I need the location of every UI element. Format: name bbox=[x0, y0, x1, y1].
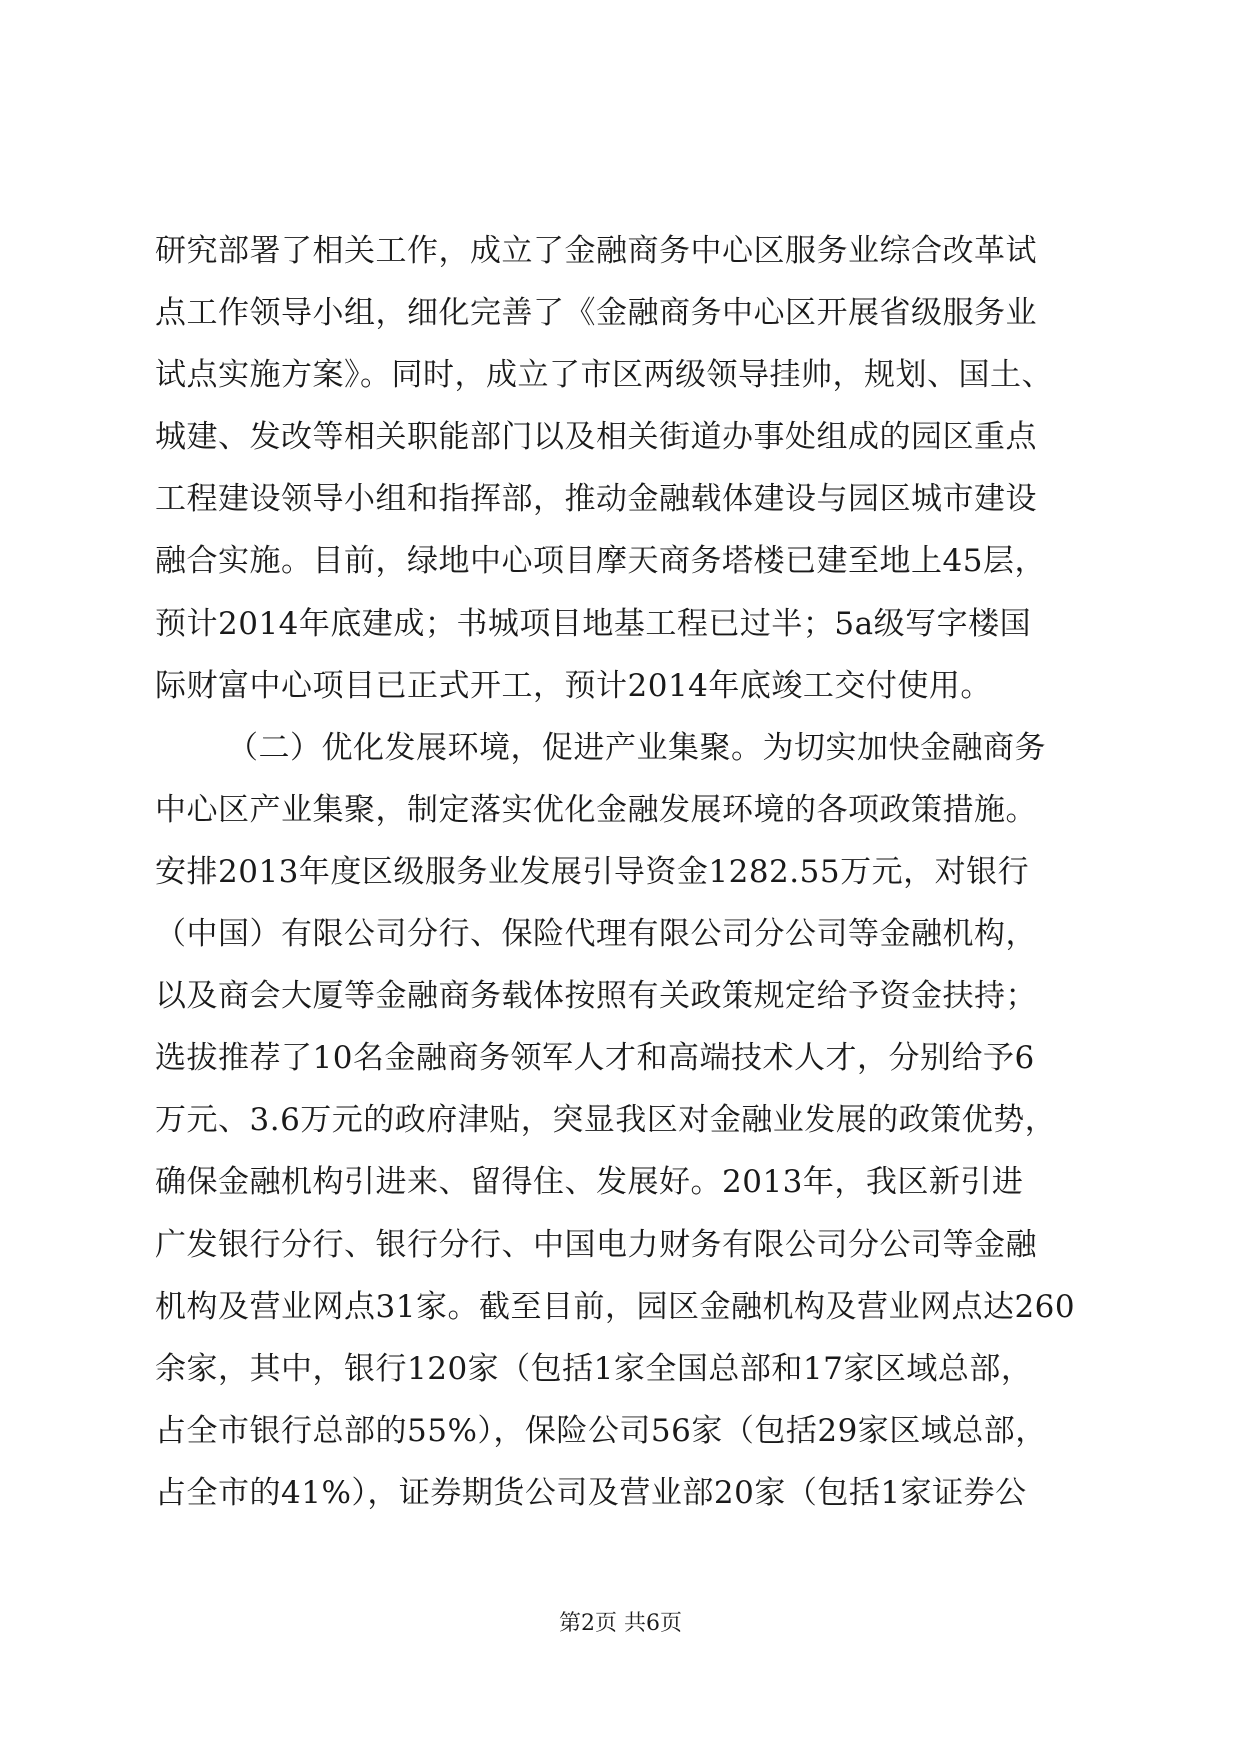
text-line: 选拔推荐了10名金融商务领军人才和高端技术人才，分别给予6 bbox=[155, 1040, 1035, 1077]
page-number-footer: 第2页 共6页 bbox=[559, 1611, 682, 1636]
text-line: 广发银行分行、银行分行、中国电力财务有限公司分公司等金融 bbox=[155, 1226, 1037, 1263]
text-line: 万元、3.6万元的政府津贴，突显我区对金融业发展的政策优势， bbox=[155, 1102, 1057, 1139]
text-line: 余家，其中，银行120家（包括1家全国总部和17家区域总部， bbox=[155, 1350, 1033, 1387]
text-line: （中国）有限公司分行、保险代理有限公司分公司等金融机构， bbox=[155, 916, 1037, 953]
text-line: 安排2013年度区级服务业发展引导资金1282.55万元，对银行 bbox=[155, 853, 1030, 890]
text-line: 际财富中心项目已正式开工，预计2014年底竣工交付使用。 bbox=[155, 667, 992, 704]
text-line: 以及商会大厦等金融商务载体按照有关政策规定给予资金扶持； bbox=[155, 978, 1037, 1015]
text-line: 中心区产业集聚，制定落实优化金融发展环境的各项政策措施。 bbox=[155, 791, 1037, 828]
paragraph-heading-line: （二）优化发展环境，促进产业集聚。为切实加快金融商务 bbox=[227, 729, 1046, 766]
text-line: 点工作领导小组，细化完善了《金融商务中心区开展省级服务业 bbox=[155, 295, 1037, 332]
text-line: 占全市银行总部的55%），保险公司56家（包括29家区域总部， bbox=[155, 1412, 1047, 1449]
text-line: 试点实施方案》。同时，成立了市区两级领导挂帅，规划、国土、 bbox=[155, 357, 1053, 394]
body-text bbox=[155, 220, 1095, 1524]
text-line: 融合实施。目前，绿地中心项目摩天商务塔楼已建至地上45层， bbox=[155, 543, 1046, 580]
text-line: 工程建设领导小组和指挥部，推动金融载体建设与园区城市建设 bbox=[155, 481, 1037, 518]
text-line: 确保金融机构引进来、留得住、发展好。2013年，我区新引进 bbox=[155, 1164, 1024, 1201]
text-line: 机构及营业网点31家。截至目前，园区金融机构及营业网点达260 bbox=[155, 1288, 1076, 1325]
text-line: 城建、发改等相关职能部门以及相关街道办事处组成的园区重点 bbox=[155, 419, 1037, 456]
text-line: 占全市的41%），证券期货公司及营业部20家（包括1家证券公 bbox=[155, 1474, 1027, 1511]
text-line: 研究部署了相关工作，成立了金融商务中心区服务业综合改革试 bbox=[155, 233, 1037, 269]
text-line: 预计2014年底建成；书城项目地基工程已过半；5a级写字楼国 bbox=[155, 605, 1032, 642]
